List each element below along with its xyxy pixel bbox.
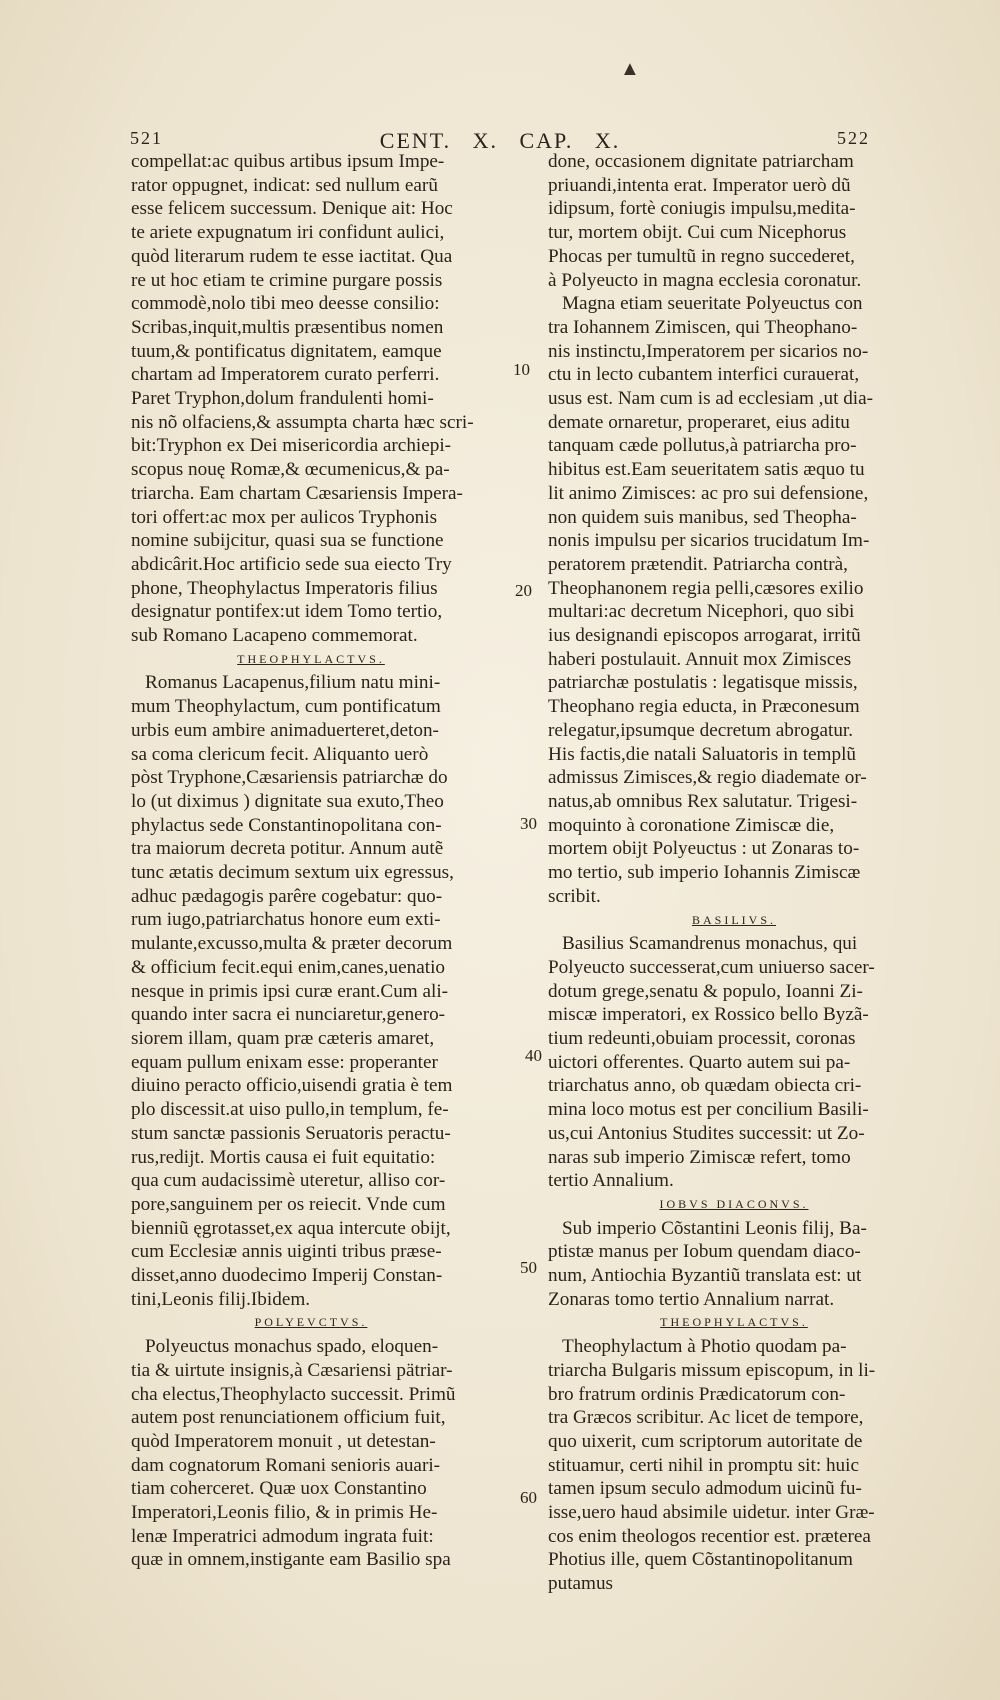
line-number: 10	[513, 360, 530, 379]
text-line: putamus	[548, 1573, 614, 1595]
text-line: ius designandi episcopos arrogarat, irritũ	[548, 625, 861, 647]
text-line: tra Iohannem Zimiscen, qui Theophano-	[548, 316, 858, 338]
text-line: abdicârit.Hoc artificio sede sua eiecto Try	[131, 553, 452, 575]
text-line: Imperatori,Leonis filio, & in primis He-	[131, 1502, 438, 1524]
line-number: 50	[520, 1258, 537, 1277]
text-line: triarchatus anno, ob quædam obiecta cri-	[548, 1075, 862, 1097]
text-line: tunc ætatis decimum sextum uix egressus,	[131, 862, 454, 884]
text-line: triarcha Bulgaris missum episcopum, in li-	[548, 1359, 876, 1381]
text-line: Photius ille, quem Cõstantinopolitanum	[548, 1549, 853, 1571]
text-line: lenæ Imperatrici admodum ingrata fuit:	[131, 1525, 434, 1547]
text-line: miscæ imperatori, ex Rossico bello Byzã-	[548, 1004, 869, 1026]
text-line: admissus Zimisces,& regio diademate or-	[548, 767, 867, 789]
line-number: 40	[525, 1046, 542, 1065]
text-line: Sub imperio Cõstantini Leonis filij, Ba-	[562, 1217, 867, 1239]
text-line: mortem obijt Polyeuctus : ut Zonaras to-	[548, 838, 860, 860]
text-line: scopus nouę Romæ,& œcumenicus,& pa-	[131, 459, 450, 481]
text-line: designatur pontifex:ut idem Tomo tertio,	[131, 601, 443, 623]
line-number: 20	[515, 581, 532, 600]
text-line: rus,redijt. Mortis causa ei fuit equitatio:	[131, 1146, 436, 1168]
text-line: Polyeuctus monachus spado, eloquen-	[145, 1336, 439, 1358]
text-line: ptistæ manus per Iobum quendam diaco-	[548, 1241, 861, 1263]
text-line: Scribas,inquit,multis præsentibus nomen	[131, 316, 444, 338]
text-line: mo tertio, sub imperio Iohannis Zimiscæ	[548, 862, 861, 884]
text-line: haberi postulauit. Annuit mox Zimisces	[548, 648, 852, 670]
text-line: phone, Theophylactus Imperatoris filius	[131, 577, 438, 599]
text-line: stum sanctæ passionis Seruatoris peractu-	[131, 1122, 451, 1144]
text-line: plo discessit.at uiso pullo,in templum, fe-	[131, 1099, 449, 1121]
text-line: à Polyeucto in magna ecclesia coronatur.	[548, 269, 862, 291]
text-line: lo (ut diximus ) dignitate sua exuto,Theo	[131, 790, 444, 812]
text-line: rator oppugnet, indicat: sed nullum earũ	[131, 174, 438, 196]
text-line: nomine subijcitur, quasi sua se functione	[131, 530, 444, 552]
text-line: sa coma clericum fecit. Aliquanto uerò	[131, 743, 429, 765]
text-line: triarcha. Eam chartam Cæsariensis Impera-	[131, 482, 463, 504]
text-line: te ariete expugnatum iri confidunt aulici,	[131, 222, 445, 244]
text-line: Theophanonem regia pelli,cæsores exilio	[548, 577, 864, 599]
section-heading: POLYEVCTVS.	[254, 1315, 368, 1330]
text-line: phylactus sede Constantinopolitana con-	[131, 814, 442, 836]
text-line: cos enim theologos recentior est. præterea	[548, 1525, 871, 1547]
text-line: tori offert:ac mox per aulicos Tryphonis	[131, 506, 438, 528]
text-line: multari:ac decretum Nicephori, quo sibi	[548, 601, 855, 623]
text-line: tuum,& pontificatus dignitatem, eamque	[131, 340, 442, 362]
text-line: diuino peracto officio,uisendi gratia è tem	[131, 1075, 453, 1097]
text-line: demate ornaretur, properaret, eius aditu	[548, 411, 850, 433]
text-line: tertio Annalium.	[548, 1170, 674, 1192]
text-line: cha electus,Theophylacto successit. Primũ	[131, 1383, 456, 1405]
text-line: done, occasionem dignitate patriarcham	[548, 151, 854, 172]
text-line: quando inter sacra ei nunciaretur,genero-	[131, 1004, 446, 1026]
text-line: disset,anno duodecimo Imperij Constan-	[131, 1265, 443, 1287]
text-line: urbis eum ambire animaduerteret,deton-	[131, 719, 439, 741]
text-line: Polyeucto successerat,cum uniuerso sacer-	[548, 956, 875, 978]
text-line: tini,Leonis filij.Ibidem.	[131, 1288, 311, 1310]
text-line: tra Græcos scribitur. Ac licet de tempore,	[548, 1407, 864, 1429]
text-line: mulante,excusso,multa & præter decorum	[131, 933, 453, 955]
text-line: chartam ad Imperatorem curato perferri.	[131, 364, 440, 386]
text-line: compellat:ac quibus artibus ipsum Impe-	[131, 151, 445, 172]
text-line: tamen ipsum seculo admodum uicinũ fu-	[548, 1478, 862, 1500]
text-line: sub Romano Lacapeno commemorat.	[131, 625, 418, 647]
text-line: isse,uero haud absimile uidetur. inter Græ-	[548, 1502, 875, 1524]
text-line: Phocas per tumultũ in regno succederet,	[548, 245, 855, 267]
text-line: num, Antiochia Byzantiũ translata est: ut	[548, 1265, 862, 1287]
page-title: CENT. X. CAP. X.	[379, 128, 621, 153]
text-line: peratorem prætendit. Patriarcha contrà,	[548, 553, 848, 575]
text-line: idipsum, fortè coniugis impulsu,medita-	[548, 198, 856, 220]
text-line: tur, mortem obijt. Cui cum Nicephorus	[548, 222, 847, 244]
text-line: commodè,nolo tibi meo deesse consilio:	[131, 293, 440, 315]
text-line: nesque in primis ipsi curæ erant.Cum ali-	[131, 980, 449, 1002]
text-line: Zonaras tomo tertio Annalium narrat.	[548, 1288, 835, 1310]
text-line: nonis impulsu per sicarios trucidatum Im-	[548, 530, 870, 552]
text-line: esse felicem successum. Denique ait: Hoc	[131, 198, 453, 220]
page-number-left: 521	[130, 128, 163, 148]
section-heading: THEOPHYLACTVS.	[660, 1315, 808, 1330]
text-line: autem post renunciationem officium fuit,	[131, 1407, 446, 1429]
text-line: tium redeunti,obuiam processit, coronas	[548, 1028, 856, 1049]
text-line: nis nõ olfaciens,& assumpta charta hæc scri-	[131, 411, 474, 433]
text-line: tia & uirtute insignis,à Cæsariensi pätriar-	[131, 1359, 453, 1381]
text-line: quòd Imperatorem monuit , ut detestan-	[131, 1430, 436, 1452]
text-line: pore,sanguinem per os reiecit. Vnde cum	[131, 1193, 446, 1215]
text-line: uictori offerentes. Quarto autem sui pa-	[548, 1051, 851, 1073]
left-column	[131, 150, 491, 1572]
text-line: lit animo Zimisces: ac pro sui defensione,	[548, 482, 869, 504]
text-line: tra maiorum decreta potitur. Annum autẽ	[131, 838, 444, 860]
text-line: Magna etiam seueritate Polyeuctus con	[562, 293, 863, 315]
text-line: quòd literarum rudem te esse iactitat. Qua	[131, 245, 453, 267]
text-line: scribit.	[548, 885, 601, 907]
text-line: stituamur, certi nihil in promptu sit: huic	[548, 1454, 859, 1476]
text-line: dam cognatorum Romani senioris auari-	[131, 1454, 441, 1476]
text-line: naras sub imperio Zimiscæ refert, tomo	[548, 1146, 851, 1168]
text-line: bienniũ ęgrotasset,ex aqua intercute obijt,	[131, 1217, 451, 1239]
text-line: ctu in lecto cubantem interfici curauerat,	[548, 364, 860, 386]
text-line: & officium fecit.equi enim,canes,uenatio	[131, 956, 445, 978]
section-heading: THEOPHYLACTVS.	[237, 651, 385, 666]
text-line: quo uixerit, cum scriptorum autoritate de	[548, 1430, 863, 1452]
page-number-right: 522	[837, 128, 870, 148]
section-heading: BASILIVS.	[691, 912, 776, 927]
text-line: qua cum audacissimè uteretur, alliso cor-	[131, 1170, 446, 1192]
text-line: adhuc pædagogis parêre cogebatur: quo-	[131, 885, 443, 907]
text-line: cum Ecclesiæ annis uiginti tribus præse-	[131, 1241, 442, 1263]
text-line: tiam coherceret. Quæ uox Constantino	[131, 1478, 427, 1500]
line-number: 60	[520, 1488, 537, 1507]
text-line: rum iugo,patriarchatus honore eum exti-	[131, 909, 441, 931]
line-number: 30	[520, 814, 537, 833]
text-line: siorem illam, quam præ cæteris amaret,	[131, 1028, 435, 1049]
text-line: Basilius Scamandrenus monachus, qui	[562, 933, 858, 955]
text-line: hibitus est.Eam seueritatem satis æquo tu	[548, 459, 865, 481]
text-line: tanquam cæde pollutus,à patriarcha pro-	[548, 435, 857, 457]
text-line: Romanus Lacapenus,filium natu mini-	[145, 672, 441, 694]
ink-mark: ▲	[620, 58, 640, 80]
text-line: bit:Tryphon ex Dei misericordia archiepi-	[131, 435, 452, 457]
text-line: re ut hoc etiam te crimine purgare possis	[131, 269, 443, 291]
text-line: mum Theophylactum, cum pontificatum	[131, 696, 441, 718]
text-line: equam pullum enixam esse: properanter	[131, 1051, 438, 1073]
text-line: Paret Tryphon,dolum frandulenti homi-	[131, 388, 434, 410]
text-line: priuandi,intenta erat. Imperator uerò dũ	[548, 174, 851, 196]
text-line: Theophylactum à Photio quodam pa-	[562, 1336, 847, 1358]
text-line: pòst Tryphone,Cæsariensis patriarchæ do	[131, 767, 448, 789]
text-line: patriarchæ postulatis : legatisque missis,	[548, 672, 858, 694]
text-line: bro fratrum ordinis Prædicatorum con-	[548, 1383, 846, 1405]
text-line: us,cui Antonius Studites successit: ut Zo-	[548, 1122, 865, 1144]
text-line: quæ in omnem,instigante eam Basilio spa	[131, 1549, 451, 1571]
right-column	[548, 150, 920, 1596]
text-line: Theophano regia educta, in Præconesum	[548, 696, 860, 718]
text-line: His factis,die natali Saluatoris in templũ	[548, 743, 857, 765]
text-line: natus,ab omnibus Rex salutatur. Trigesi-	[548, 790, 858, 812]
text-line: non quidem suis manibus, sed Theopha-	[548, 506, 857, 528]
text-line: mina loco motus est per concilium Basili-	[548, 1099, 869, 1121]
text-line: nis instinctu,Imperatorem per sicarios no-	[548, 340, 869, 362]
text-line: moquinto à coronatione Zimiscæ die,	[548, 814, 835, 836]
text-line: dotum grege,senatu & populo, Ioanni Zi-	[548, 980, 863, 1002]
text-line: usus est. Nam cum is ad ecclesiam ,ut dia-	[548, 388, 874, 410]
text-line: relegatur,ipsumque decretum abrogatur.	[548, 719, 854, 741]
section-heading: IOBVS DIACONVS.	[659, 1196, 809, 1211]
